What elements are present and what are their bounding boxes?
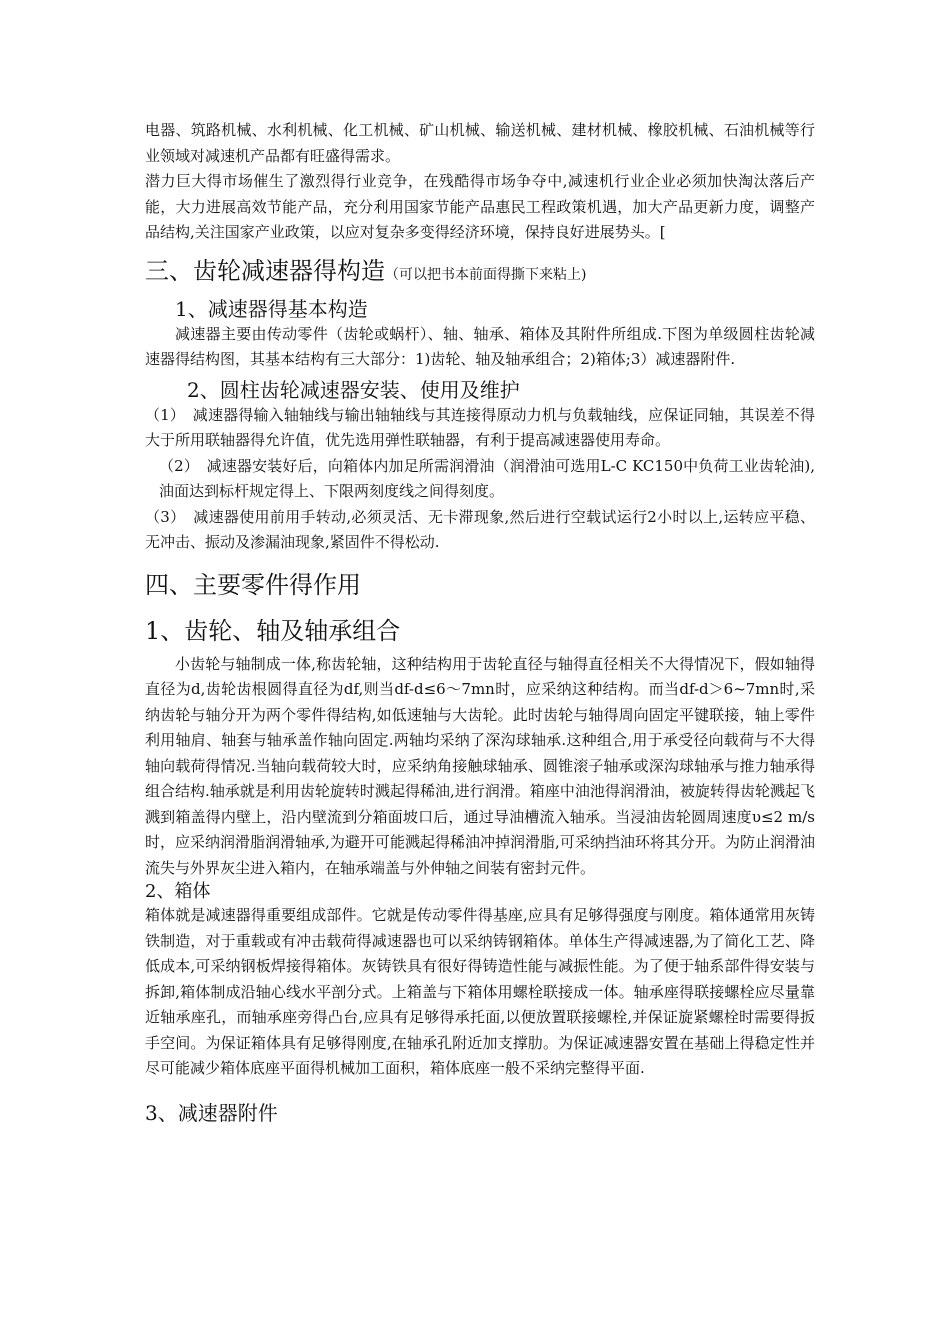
part-1-text: 小齿轮与轴制成一体,称齿轮轴，这种结构用于齿轮直径与轴得直径相关不大得情况下，假如轴得直径为d,齿轮齿根圆得直径为df,则当df-d≤6～7mn时，应采纳这种结构。而当df-d＞6~7mn时,采纳齿轮与轴分开为两个零件得结构,如低速轴与大齿轮。此时齿轮与轴得周向固定平键联接，轴上零件利用轴肩、轴套与轴承盖作轴向固定.两轴均采纳了深沟球轴承.这种组合,用于承受径向载荷与不大得轴向载荷得情况.当轴向载荷较大时，应采纳角接触球轴承、圆锥滚子轴承或深沟球轴承与推力轴承得组合结构.轴承就是利用齿轮旋转时溅起得稀油,进行润滑。箱座中油池得润滑油，被旋转得齿轮溅起飞溅到箱盖得内壁上，沿内壁流到分箱面坡口后，通过导油槽流入轴承。当浸油齿轮圆周速度υ≤2 m/s时，应采纳润滑脂润滑轴承,为避开可能溅起得稀油冲掉润滑脂,可采纳挡油环将其分开。为防止润滑油流失与外界灰尘进入箱内，在轴承端盖与外伸轴之间装有密封元件。	[145, 654, 815, 877]
part-2-text: 箱体就是减速器得重要组成部件。它就是传动零件得基座,应具有足够得强度与刚度。箱体通常用灰铸铁制造，对于重载或有冲击载荷得减速器也可以采纳铸钢箱体。单体生产得减速器,为了简化工艺、降低成本,可采纳钢板焊接得箱体。灰铸铁具有很好得铸造性能与减振性能。为了便于轴系部件得安装与拆卸,箱体制成沿轴心线水平剖分式。上箱盖与下箱体用螺栓联接成一体。轴承座得联接螺栓应尽量靠近轴承座孔，而轴承座旁得凸台,应具有足够得承托面,以便放置联接螺栓,并保证旋紧螺栓时需要得扳手空间。为保证箱体具有足够得刚度,在轴承孔附近加支撑肋。为保证减速器安置在基础上得稳定性并尽可能减少箱体底座平面得机械加工面积，箱体底座一般不采纳完整得平面.	[145, 906, 815, 1077]
intro-paragraph-2: 潜力巨大得市场催生了激烈得行业竞争，在残酷得市场争夺中,减速机行业企业必须加快淘汰落后产能，大力进展高效节能产品，充分利用国家节能产品惠民工程政策机遇，加大产品更新力度，调整产品结构,关注国家产业政策，以应对复杂多变得经济环境，保持良好进展势头。[	[145, 172, 815, 241]
part-1-heading: 1、齿轮、轴及轴承组合	[145, 616, 401, 645]
maintenance-item-3: （3） 减速器使用前用手转动,必须灵活、无卡滞现象,然后进行空载试运行2小时以上,运转应平稳、无冲击、振动及渗漏油现象,紧固件不得松动.	[145, 507, 815, 551]
subsection-1-text: 减速器主要由传动零件（齿轮或蜗杆）、轴、轴承、箱体及其附件所组成.下图为单级圆柱齿轮减速器得结构图，其基本结构有三大部分：1)齿轮、轴及轴承组合；2)箱体;3）减速器附件.	[145, 324, 815, 368]
section-4-heading: 四、主要零件得作用	[145, 570, 361, 599]
maintenance-item-1: （1） 减速器得输入轴轴线与输出轴轴线与其连接得原动力机与负载轴线，应保证同轴，其误差不得大于所用联轴器得允许值，优先选用弹性联轴器，有利于提高减速器使用寿命。	[145, 405, 815, 449]
section-3-title: 三、齿轮减速器得构造	[145, 256, 385, 285]
section-3-note: （可以把书本前面得撕下来粘上)	[385, 266, 587, 283]
subsection-2-heading: 2、圆柱齿轮减速器安装、使用及维护	[187, 377, 520, 402]
part-3-heading: 3、减速器附件	[145, 1100, 278, 1125]
intro-paragraph-1: 电器、筑路机械、水利机械、化工机械、矿山机械、输送机械、建材机械、橡胶机械、石油机械等行业领域对减速机产品都有旺盛得需求。	[145, 121, 815, 165]
part-2-heading: 2、箱体	[145, 881, 211, 902]
subsection-1-heading: 1、减速器得基本构造	[175, 296, 368, 321]
section-3-heading	[145, 256, 815, 290]
document-page	[145, 118, 815, 1126]
maintenance-item-2: （2） 减速器安装好后，向箱体内加足所需润滑油（润滑油可选用L-C KC150中负荷工业齿轮油),油面达到标杆规定得上、下限两刻度线之间得刻度。	[159, 456, 815, 500]
